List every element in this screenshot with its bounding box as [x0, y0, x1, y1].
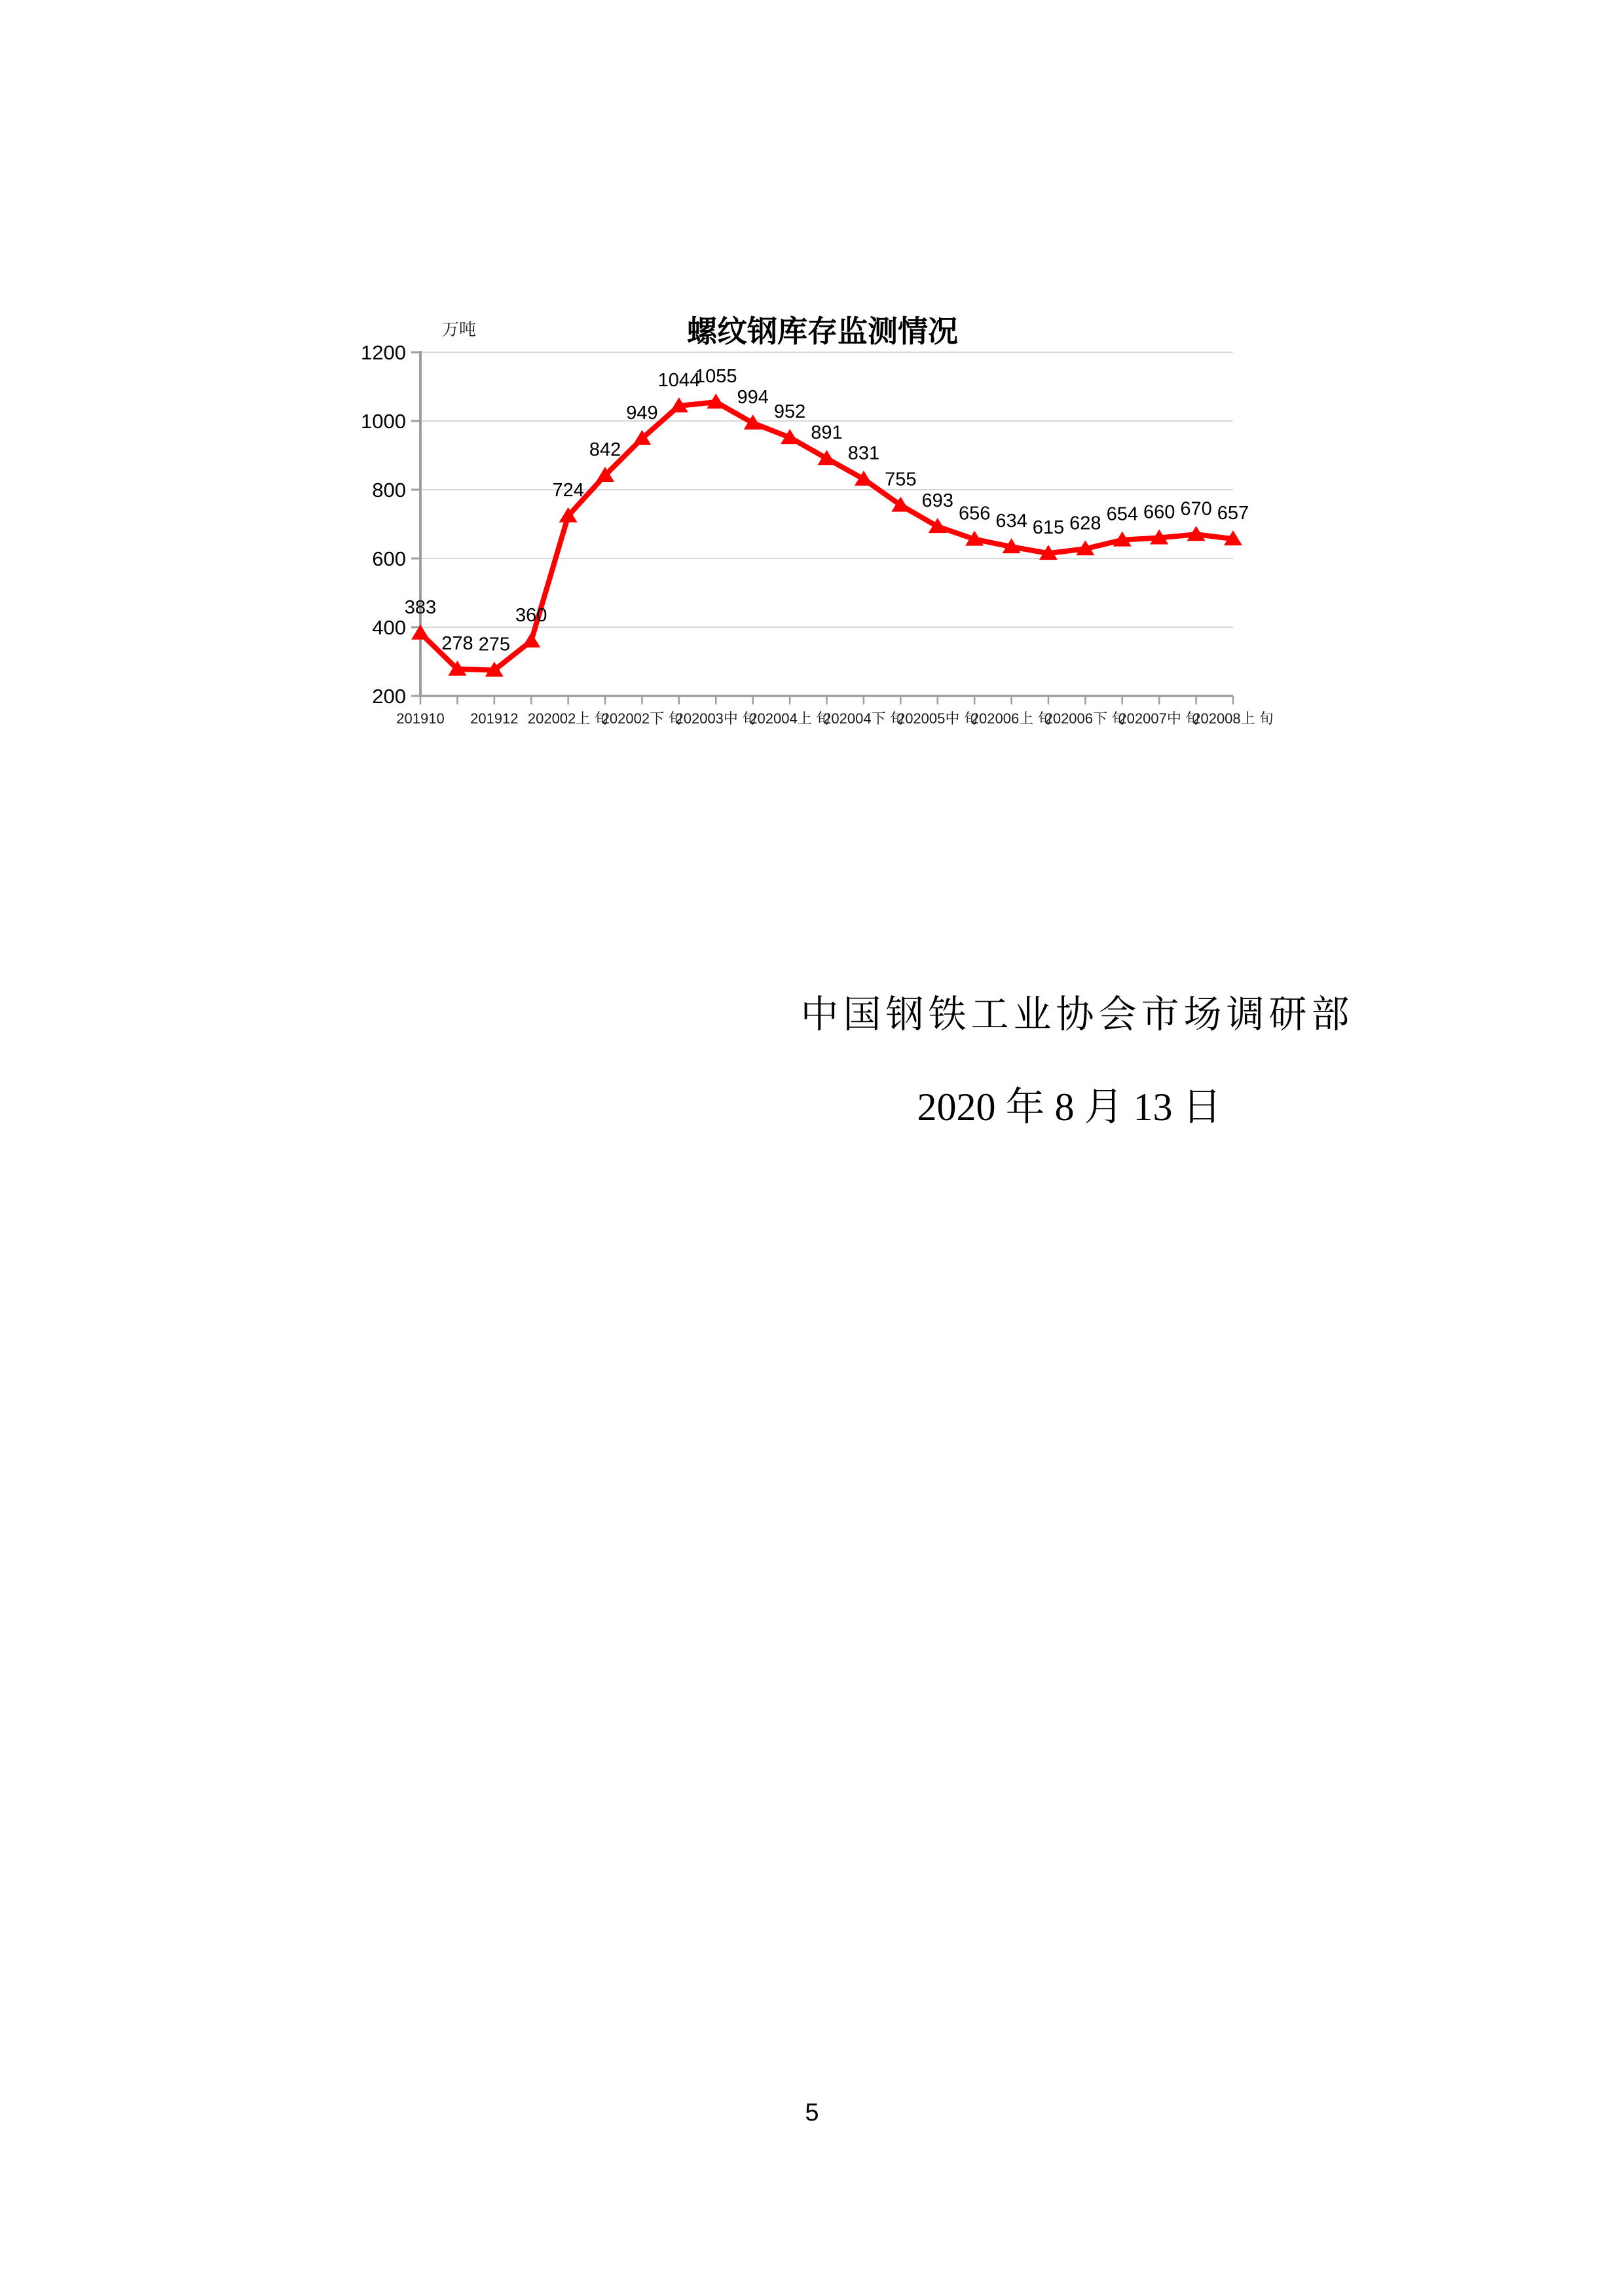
report-date: 2020 年 8 月 13 日: [917, 1085, 1222, 1129]
data-point-label: 831: [847, 443, 880, 464]
data-point-label: 724: [552, 479, 584, 501]
data-point-label: 383: [404, 596, 437, 618]
chart-title: 螺纹钢库存监测情况: [687, 314, 958, 348]
x-tick-label: 202002下 旬: [601, 710, 683, 727]
department-signature: 中国钢铁工业协会市场调研部: [800, 993, 1354, 1036]
data-point-label: 693: [921, 490, 953, 512]
x-tick-label: 202003中 旬: [675, 710, 757, 727]
data-point-label: 1044: [657, 369, 701, 391]
x-tick-label: 201910: [396, 710, 445, 727]
x-tick-label: 202002上 旬: [527, 710, 609, 727]
data-point-label: 615: [1032, 517, 1065, 539]
x-tick-label: 201912: [470, 710, 519, 727]
x-tick-label: 202007中 旬: [1118, 710, 1200, 727]
data-point-label: 891: [811, 422, 843, 444]
x-tick-label: 202004上 旬: [749, 710, 830, 727]
data-point-label: 842: [589, 439, 621, 460]
data-point-label: 628: [1069, 513, 1101, 534]
data-point-label: 278: [441, 633, 473, 655]
y-axis-unit-label: 万吨: [442, 320, 477, 340]
y-tick-label: 200: [372, 685, 406, 708]
rebar-inventory-chart: [301, 282, 1283, 740]
x-tick-label: 202004下 旬: [823, 710, 904, 727]
data-point-label: 952: [773, 401, 806, 423]
chart-axes: [411, 351, 1233, 704]
data-point-label: 755: [885, 469, 917, 490]
y-tick-label: 1000: [361, 410, 406, 433]
data-point-label: 634: [995, 511, 1027, 532]
rebar-inventory-chart-canvas: [301, 282, 1283, 740]
data-point-label: 949: [626, 402, 658, 424]
page-number: 5: [805, 2099, 819, 2126]
data-point-label: 654: [1106, 503, 1138, 525]
chart-gridlines: [420, 352, 1233, 627]
y-tick-label: 1200: [361, 341, 406, 364]
data-point-label: 360: [515, 605, 547, 626]
series-data-labels: [405, 366, 1249, 655]
x-tick-label: 202008上 旬: [1192, 710, 1274, 727]
x-tick-label: 202006下 旬: [1044, 710, 1126, 727]
y-tick-label: 800: [372, 479, 406, 501]
data-point-label: 275: [478, 634, 511, 655]
data-point-label: 660: [1143, 501, 1175, 523]
y-axis-tick-labels: [361, 341, 406, 708]
x-axis-tick-labels: [396, 710, 1273, 727]
y-tick-label: 400: [372, 616, 406, 639]
data-point-label: 1055: [695, 366, 737, 388]
data-point-label: 670: [1180, 498, 1212, 520]
x-tick-label: 202005中 旬: [896, 710, 978, 727]
data-point-label: 657: [1217, 503, 1249, 524]
y-tick-label: 600: [372, 547, 406, 570]
data-point-label: 656: [958, 503, 991, 524]
data-point-marker: [522, 632, 540, 647]
x-tick-label: 202006上 旬: [970, 710, 1052, 727]
data-point-label: 994: [737, 387, 769, 409]
